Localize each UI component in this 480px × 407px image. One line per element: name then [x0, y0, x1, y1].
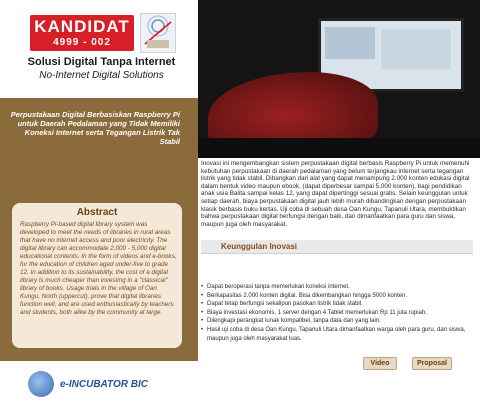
list-item: • Dilengkapi perangkat lunak kompatibel, tanpa data dan yang lain. — [201, 317, 473, 326]
list-item: • Biaya investasi ekonomis, 1 server dengan 4 Tablet memerlukan Rp 11 juta rupiah. — [201, 309, 473, 318]
keunggulan-list — [201, 283, 473, 343]
list-item: • Dapat tetap berfungsi sekalipun pasokan listrik tidak stabil. — [201, 300, 473, 309]
eincubator-label: e-INCUBATOR BIC — [60, 379, 148, 390]
body-text: Inovasi ini mengembangkan sistem perpustakaan digital berbasis Raspberry Pi untuk memenuhi kebutuhan perpustakaan di daerah pedalaman yang belum terjangkau internet serta tegangan listrik yang tidak stabil. Dibangkan dari alat yang dapat menampung 2.000 konten edukasi digital dalam bentuk video maupun ebook, (dapat diperbesar sampai 5.000 konten), bagi pendidikan anak usia Balita sampai kelas 12, yang dapat dipertinggi sesuai gratis. Selain keunggulan untuk setiap daerah, biaya perpustakaan digital jauh lebih murah dibandingkan dengan perpustakaan klasik berbasis buku kertas. Uji coba di sebuah desa Oan Kungu, Tapanuli Utara, membuktikan bahwa perpustakaan digital berfungsi dengan baik, dan dimanfaatkan para guru dan siswa, maupun juga oleh masyarakat. — [201, 160, 470, 228]
header — [0, 0, 198, 95]
list-item: • Dapat beroperasi tanpa memerlukan koneksi internet. — [201, 283, 473, 292]
left-panel — [0, 0, 198, 407]
logo-title: KANDIDAT — [34, 17, 130, 36]
classroom-photo — [198, 0, 480, 158]
wifi-art-icon — [140, 13, 176, 53]
keunggulan-section — [201, 240, 473, 342]
list-item: • Hasil uji coba di desa Oan Kungu, Tapanuli Utara dimanfaatkan warga oleh para guru, dan siswa, maupun juga oleh masyarakat luas. — [201, 326, 473, 343]
abstract-text: Raspberry Pi-based digital library system was developed to meet the needs of libraries in rural areas that have no internet access and poor electricity. The digital library can accommodate 2,000 - 5,000 digital educational contents. In the form of videos and e-books, for the education of children aged under-five to grade 12. In addition to its sustainability, the cost of a digital library is much cheaper than investing in a "classical" library of books. Usage trials in the village of Oan Kungu, North (uppercut), prove that digital libraries function well, and are used enthusiastically by teachers and students, both alike by the community at large. — [20, 221, 177, 316]
intro-text: Perpustakaan Digital Berbasiskan Raspberry Pi untuk Daerah Pedalaman yang Tidak Memiliki Koneksi Internet serta Tegangan Listrik Tak Stabil — [10, 110, 180, 146]
keunggulan-title: Keunggulan Inovasi — [221, 242, 298, 251]
solution-title: Solusi Digital Tanpa Internet — [27, 56, 176, 68]
abstract-title: Abstract — [76, 207, 118, 218]
proposal-button[interactable]: Proposal — [412, 357, 452, 370]
solution-subtitle: No-Internet Digital Solutions — [39, 70, 164, 81]
abstract-box — [12, 203, 182, 348]
eincubator-logo — [28, 365, 188, 403]
list-item: • Berkapasitas 2.000 konten digital. Bisa dikembangkan hingga 5000 konten. — [201, 292, 473, 301]
logo-number: 4999 - 002 — [53, 37, 111, 48]
kandidat-logo — [30, 15, 134, 51]
video-button[interactable]: Video — [363, 357, 397, 370]
globe-icon — [28, 371, 54, 397]
keunggulan-header — [201, 240, 473, 254]
